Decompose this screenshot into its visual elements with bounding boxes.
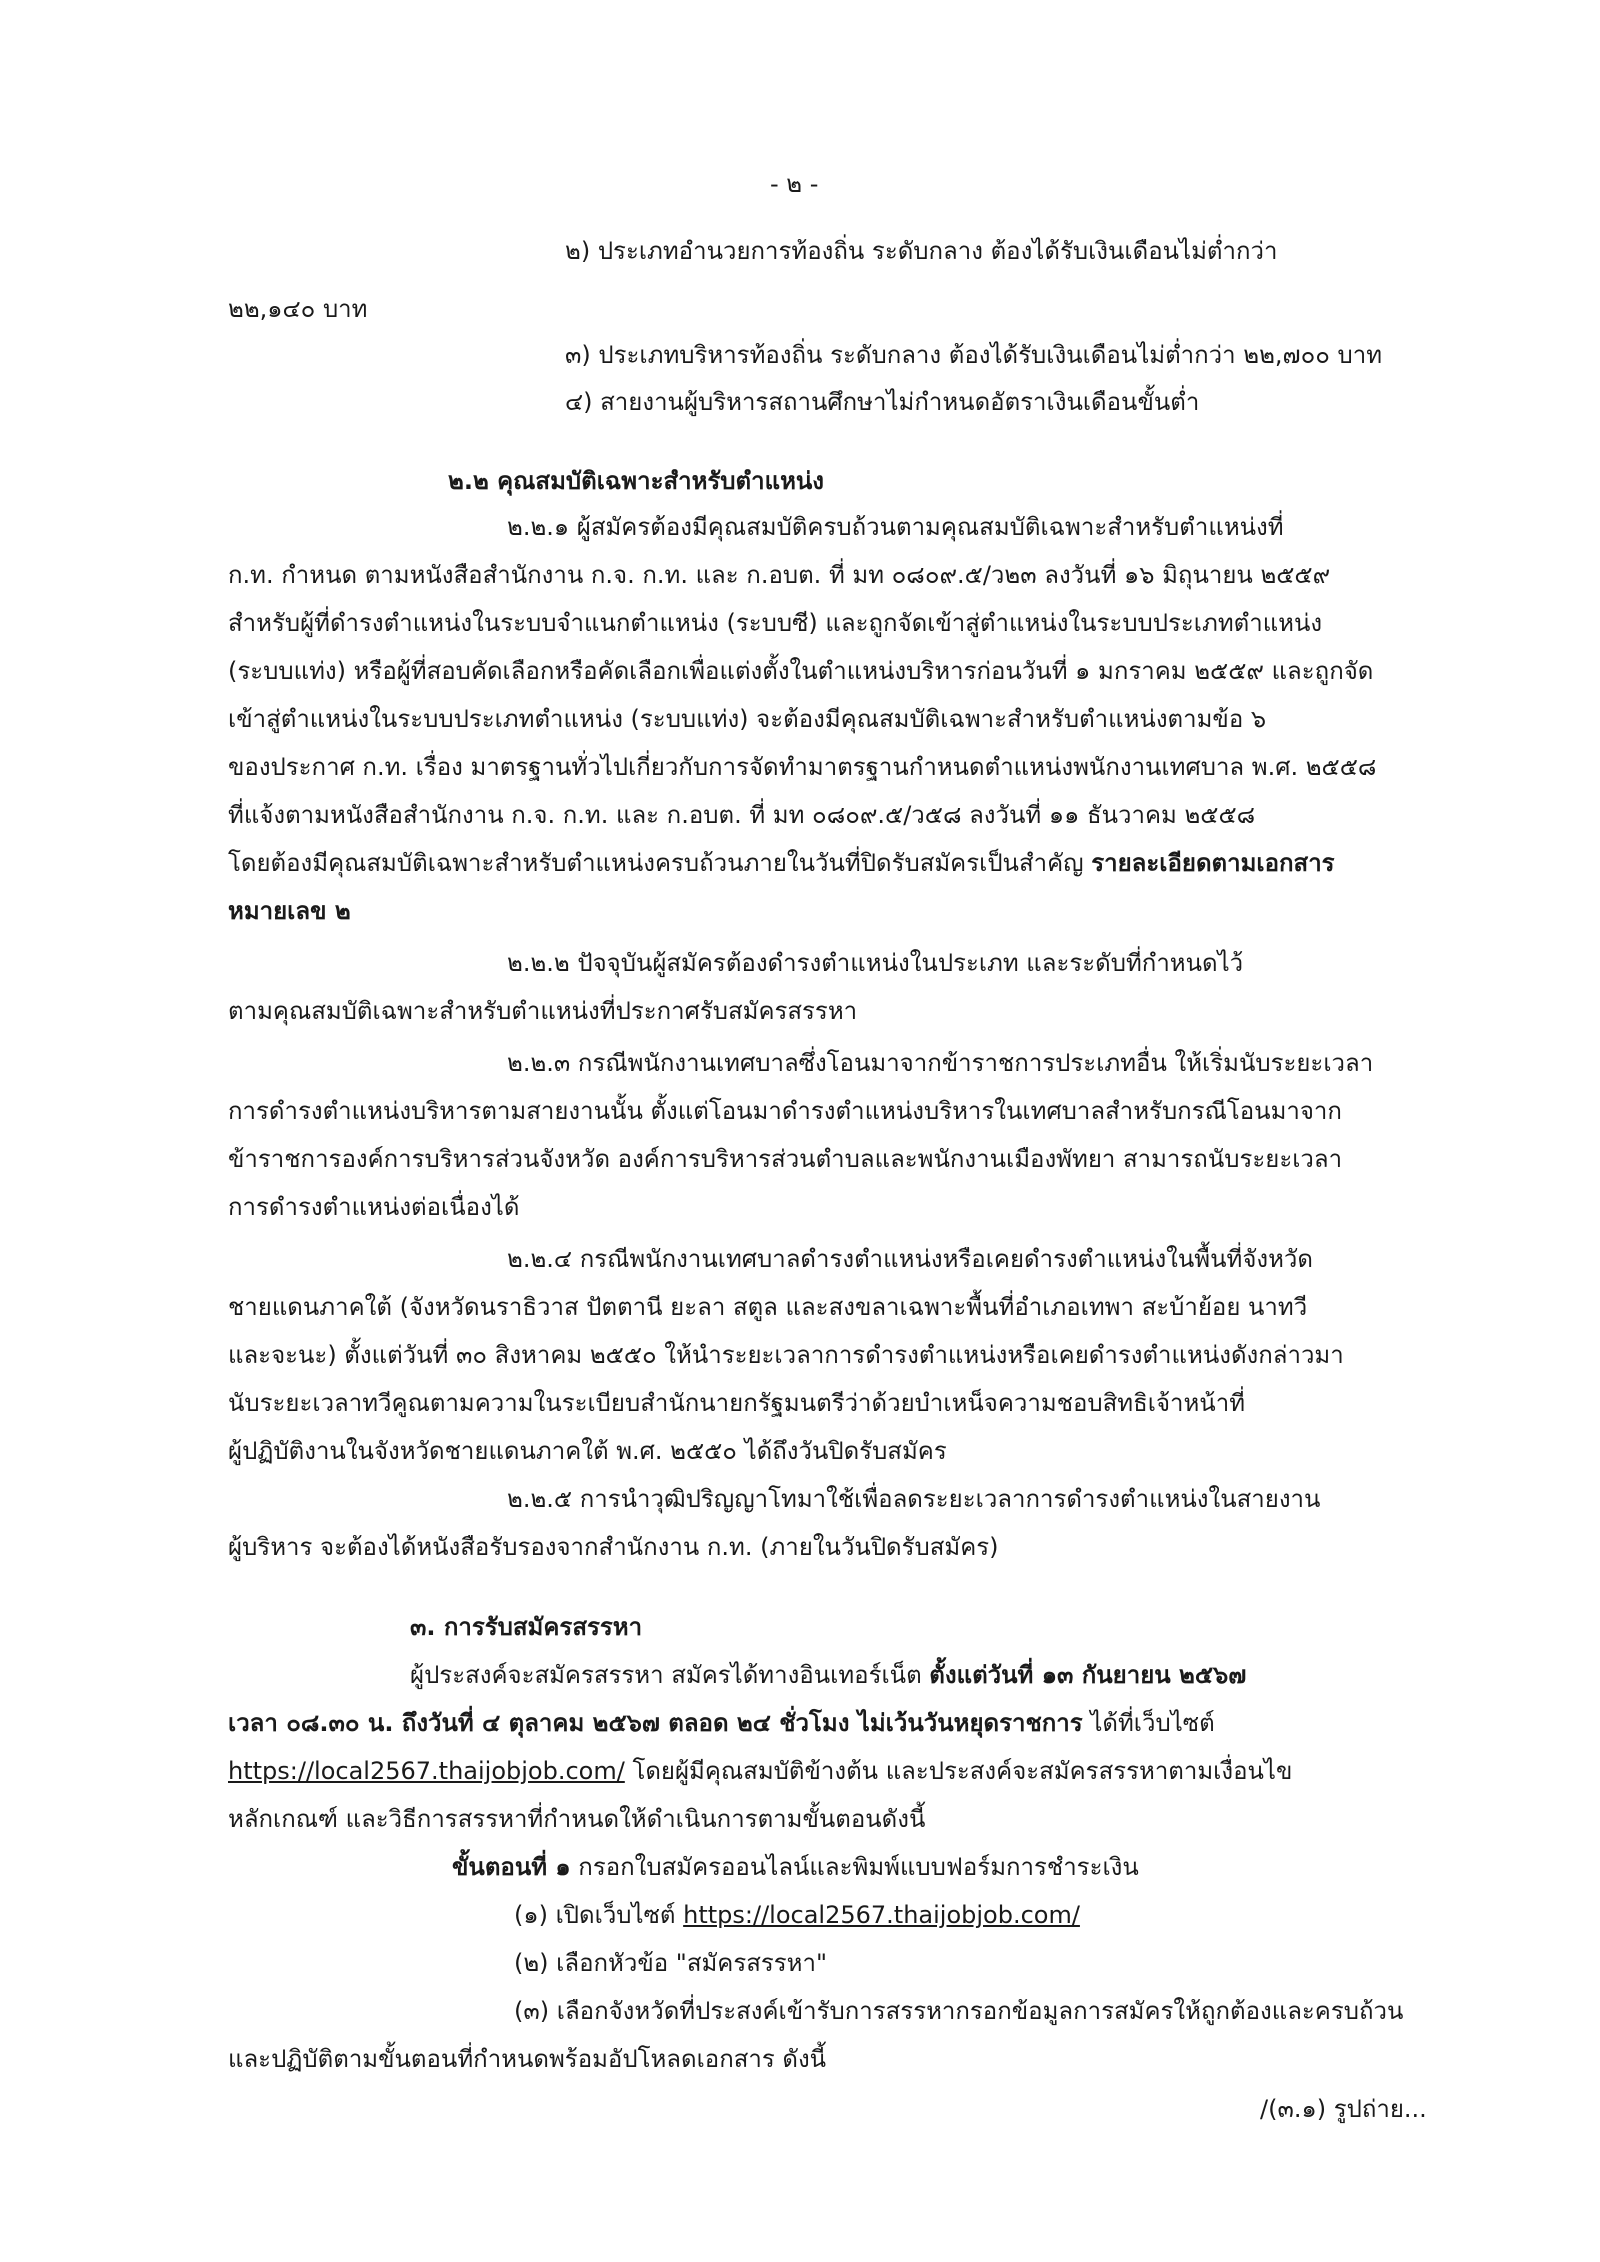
section-3-line-3-plain: โดยผู้มีคุณสมบัติข้างต้น และประสงค์จะสมัครสรรหาตามเงื่อนไข xyxy=(632,1757,1293,1785)
section-3-line-4: หลักเกณฑ์ และวิธีการสรรหาที่กำหนดให้ดำเนินการตามขั้นตอนดังนี้ xyxy=(228,1805,926,1833)
section-3-line-2-bold: เวลา ๐๘.๓๐ น. ถึงวันที่ ๔ ตุลาคม ๒๕๖๗ ตลอด ๒๔ ชั่วโมง ไม่เว้นวันหยุดราชการ xyxy=(228,1709,1083,1737)
para-2-2-4-line: ๒.๒.๔ กรณีพนักงานเทศบาลดำรงตำแหน่งหรือเคยดำรงตำแหน่งในพื้นที่จังหวัด xyxy=(507,1245,1313,1273)
substep-1-link[interactable]: https://local2567.thaijobjob.com/ xyxy=(683,1901,1080,1929)
para-2-2-2-line: ตามคุณสมบัติเฉพาะสำหรับตำแหน่งที่ประกาศรับสมัครสรรหา xyxy=(228,997,858,1025)
para-2-2-5-line: ๒.๒.๕ การนำวุฒิปริญญาโทมาใช้เพื่อลดระยะเวลาการดำรงตำแหน่งในสายงาน xyxy=(507,1485,1321,1513)
substep-2: (๒) เลือกหัวข้อ "สมัครสรรหา" xyxy=(514,1949,827,1977)
item-2-continuation: ๒๒,๑๔๐ บาท xyxy=(228,295,368,323)
item-4-text: ๔) สายงานผู้บริหารสถานศึกษาไม่กำหนดอัตราเงินเดือนขั้นต่ำ xyxy=(565,388,1200,416)
para-2-2-1-last-line xyxy=(228,849,1335,878)
step-1-text: กรอกใบสมัครออนไลน์และพิมพ์แบบฟอร์มการชำระเงิน xyxy=(578,1853,1139,1881)
para-2-2-3-line: ข้าราชการองค์การบริหารส่วนจังหวัด องค์การบริหารส่วนตำบลและพนักงานเมืองพัทยา สามารถนับระยะเวลา xyxy=(228,1145,1343,1173)
para-2-2-4-line: ชายแดนภาคใต้ (จังหวัดนราธิวาส ปัตตานี ยะลา สตูล และสงขลาเฉพาะพื้นที่อำเภอเทพา สะบ้าย้อย นาทวี xyxy=(228,1293,1308,1321)
para-2-2-1-line: (ระบบแท่ง) หรือผู้ที่สอบคัดเลือกหรือคัดเลือกเพื่อแต่งตั้งในตำแหน่งบริหารก่อนวันที่ ๑ มกราคม ๒๕๕๙ และถูกจัด xyxy=(228,657,1374,685)
para-2-2-4-line: และจะนะ) ตั้งแต่วันที่ ๓๐ สิงหาคม ๒๕๕๐ ให้นำระยะเวลาการดำรงตำแหน่งหรือเคยดำรงตำแหน่งดังกล่าวมา xyxy=(228,1341,1344,1369)
section-3-line-1-bold: ตั้งแต่วันที่ ๑๓ กันยายน ๒๕๖๗ xyxy=(929,1661,1247,1689)
section-3-line-1-plain: ผู้ประสงค์จะสมัครสรรหา สมัครได้ทางอินเทอร์เน็ต xyxy=(410,1661,922,1689)
para-2-2-1-line: ก.ท. กำหนด ตามหนังสือสำนักงาน ก.จ. ก.ท. และ ก.อบต. ที่ มท ๐๘๐๙.๕/ว๒๓ ลงวันที่ ๑๖ มิถุนายน ๒๕๕๙ xyxy=(228,561,1331,589)
para-2-2-1-line: ๒.๒.๑ ผู้สมัครต้องมีคุณสมบัติครบถ้วนตามคุณสมบัติเฉพาะสำหรับตำแหน่งที่ xyxy=(507,513,1284,541)
substep-3-continuation: และปฏิบัติตามขั้นตอนที่กำหนดพร้อมอัปโหลดเอกสาร ดังนี้ xyxy=(228,2045,827,2073)
substep-1-text: (๑) เปิดเว็บไซต์ xyxy=(514,1901,676,1929)
step-1-label: ขั้นตอนที่ ๑ xyxy=(452,1853,571,1881)
section-3-line-2 xyxy=(228,1709,1215,1738)
para-2-2-4-line: ผู้ปฏิบัติงานในจังหวัดชายแดนภาคใต้ พ.ศ. ๒๕๕๐ ได้ถึงวันปิดรับสมัคร xyxy=(228,1437,947,1465)
para-2-2-1-line: ของประกาศ ก.ท. เรื่อง มาตรฐานทั่วไปเกี่ยวกับการจัดทำมาตรฐานกำหนดตำแหน่งพนักงานเทศบาล พ.ศ. ๒๕๕๘ xyxy=(228,753,1377,781)
item-3-text: ๓) ประเภทบริหารท้องถิ่น ระดับกลาง ต้องได้รับเงินเดือนไม่ต่ำกว่า ๒๒,๗๐๐ บาท xyxy=(565,341,1383,369)
substep-1 xyxy=(514,1901,1080,1930)
section-3-heading: ๓. การรับสมัครสรรหา xyxy=(410,1613,643,1641)
section-3-line-1 xyxy=(410,1661,1246,1690)
para-2-2-4-line: นับระยะเวลาทวีคูณตามความในระเบียบสำนักนายกรัฐมนตรีว่าด้วยบำเหน็จความชอบสิทธิเจ้าหน้าที่ xyxy=(228,1389,1246,1417)
substep-3: (๓) เลือกจังหวัดที่ประสงค์เข้ารับการสรรหากรอกข้อมูลการสมัครให้ถูกต้องและครบถ้วน xyxy=(514,1997,1404,2025)
website-link[interactable]: https://local2567.thaijobjob.com/ xyxy=(228,1757,625,1785)
para-2-2-5-line: ผู้บริหาร จะต้องได้หนังสือรับรองจากสำนักงาน ก.ท. (ภายในวันปิดรับสมัคร) xyxy=(228,1533,999,1561)
para-2-2-1-line: ที่แจ้งตามหนังสือสำนักงาน ก.จ. ก.ท. และ ก.อบต. ที่ มท ๐๘๐๙.๕/ว๕๘ ลงวันที่ ๑๑ ธันวาคม ๒๕๕๘ xyxy=(228,801,1256,829)
page-continuation: /(๓.๑) รูปถ่าย... xyxy=(1260,2095,1427,2123)
step-1-line xyxy=(452,1853,1139,1882)
section-3-line-3 xyxy=(228,1757,1292,1786)
para-2-2-1-last-bold: รายละเอียดตามเอกสาร xyxy=(1091,849,1335,877)
para-2-2-3-line: ๒.๒.๓ กรณีพนักงานเทศบาลซึ่งโอนมาจากข้าราชการประเภทอื่น ให้เริ่มนับระยะเวลา xyxy=(507,1049,1374,1077)
para-2-2-2-line: ๒.๒.๒ ปัจจุบันผู้สมัครต้องดำรงตำแหน่งในประเภท และระดับที่กำหนดไว้ xyxy=(507,949,1244,977)
section-2-2-heading: ๒.๒ คุณสมบัติเฉพาะสำหรับตำแหน่ง xyxy=(448,467,825,495)
page-number: - ๒ - xyxy=(770,170,819,198)
para-2-2-3-line: การดำรงตำแหน่งบริหารตามสายงานนั้น ตั้งแต่โอนมาดำรงตำแหน่งบริหารในเทศบาลสำหรับกรณีโอนมาจาก xyxy=(228,1097,1342,1125)
para-2-2-1-last-plain: โดยต้องมีคุณสมบัติเฉพาะสำหรับตำแหน่งครบถ้วนภายในวันที่ปิดรับสมัครเป็นสำคัญ xyxy=(228,849,1084,877)
section-3-line-2-plain: ได้ที่เว็บไซต์ xyxy=(1090,1709,1215,1737)
item-2-text: ๒) ประเภทอำนวยการท้องถิ่น ระดับกลาง ต้องได้รับเงินเดือนไม่ต่ำกว่า xyxy=(565,237,1278,265)
para-2-2-1-line: เข้าสู่ตำแหน่งในระบบประเภทตำแหน่ง (ระบบแท่ง) จะต้องมีคุณสมบัติเฉพาะสำหรับตำแหน่งตามข้อ ๖ xyxy=(228,705,1267,733)
para-2-2-1-line: สำหรับผู้ที่ดำรงตำแหน่งในระบบจำแนกตำแหน่ง (ระบบซี) และถูกจัดเข้าสู่ตำแหน่งในระบบประเภทตำแหน่ง xyxy=(228,609,1323,637)
para-2-2-1-end-bold: หมายเลข ๒ xyxy=(228,897,351,925)
para-2-2-3-line: การดำรงตำแหน่งต่อเนื่องได้ xyxy=(228,1193,520,1221)
